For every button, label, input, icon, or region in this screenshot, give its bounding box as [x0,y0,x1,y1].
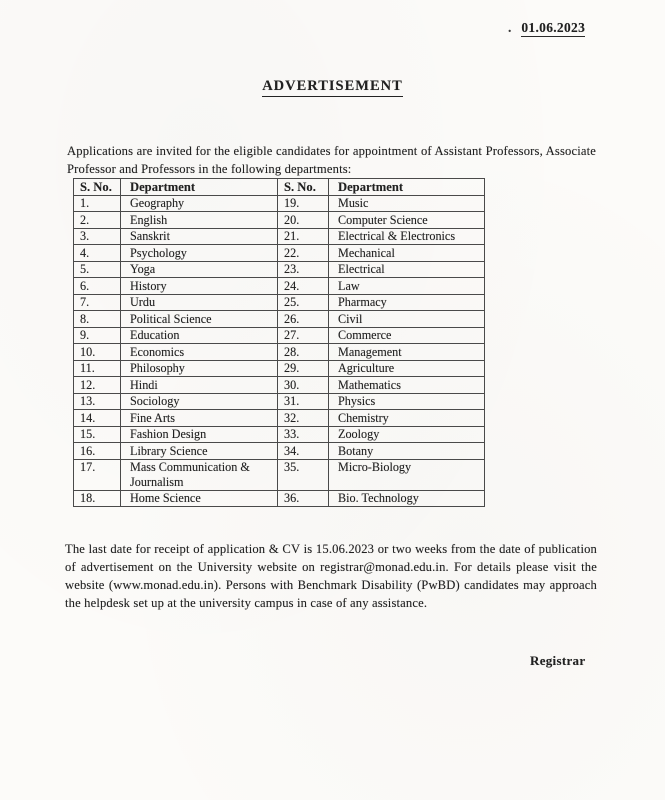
department-cell: Agriculture [329,360,485,377]
serial-number-cell: 6. [74,278,121,295]
advertisement-title: ADVERTISEMENT [262,78,403,97]
header-department-right: Department [329,179,485,196]
serial-number-cell: 18. [74,490,121,507]
department-cell: Commerce [329,327,485,344]
date-prefix-mark: . [508,20,512,35]
department-cell: Computer Science [329,212,485,229]
table-row [74,490,485,507]
serial-number-cell: 3. [74,228,121,245]
table-row [74,294,485,311]
serial-number-cell: 13. [74,393,121,410]
serial-number-cell: 15. [74,426,121,443]
document-date-block [508,20,585,36]
department-cell: Management [329,344,485,361]
table-row [74,443,485,460]
department-cell: Sanskrit [121,228,278,245]
serial-number-cell: 20. [278,212,329,229]
serial-number-cell: 35. [278,459,329,490]
table-row [74,311,485,328]
intro-paragraph: Applications are invited for the eligible candidates for appointment of Assistant Professors, Associate Professor and Professors in the following departments: [67,143,596,176]
department-cell: Zoology [329,426,485,443]
department-cell: Yoga [121,261,278,278]
table-row [74,245,485,262]
serial-number-cell: 27. [278,327,329,344]
document-date: 01.06.2023 [521,20,586,35]
serial-number-cell: 5. [74,261,121,278]
department-cell: Mechanical [329,245,485,262]
department-cell: Electrical & Electronics [329,228,485,245]
table-row [74,228,485,245]
table-row [74,278,485,295]
department-cell: English [121,212,278,229]
table-row [74,410,485,427]
table-row [74,327,485,344]
serial-number-cell: 2. [74,212,121,229]
departments-table-body [74,195,485,507]
serial-number-cell: 21. [278,228,329,245]
department-cell: Economics [121,344,278,361]
serial-number-cell: 23. [278,261,329,278]
table-header-row [74,179,485,196]
serial-number-cell: 19. [278,195,329,212]
serial-number-cell: 16. [74,443,121,460]
department-cell: Sociology [121,393,278,410]
serial-number-cell: 12. [74,377,121,394]
table-row [74,212,485,229]
department-cell: Law [329,278,485,295]
serial-number-cell: 1. [74,195,121,212]
serial-number-cell: 34. [278,443,329,460]
department-cell: Pharmacy [329,294,485,311]
serial-number-cell: 9. [74,327,121,344]
serial-number-cell: 7. [74,294,121,311]
department-cell: Library Science [121,443,278,460]
department-cell: Botany [329,443,485,460]
registrar-signature: Registrar [530,653,586,668]
serial-number-cell: 25. [278,294,329,311]
department-cell: Physics [329,393,485,410]
department-cell: Home Science [121,490,278,507]
serial-number-cell: 29. [278,360,329,377]
title-row [0,77,665,97]
header-serial-right: S. No. [278,179,329,196]
serial-number-cell: 4. [74,245,121,262]
serial-number-cell: 31. [278,393,329,410]
department-cell: Geography [121,195,278,212]
serial-number-cell: 33. [278,426,329,443]
department-cell: Psychology [121,245,278,262]
department-cell: Education [121,327,278,344]
serial-number-cell: 10. [74,344,121,361]
serial-number-cell: 11. [74,360,121,377]
department-cell: Hindi [121,377,278,394]
department-cell: Mathematics [329,377,485,394]
serial-number-cell: 30. [278,377,329,394]
serial-number-cell: 14. [74,410,121,427]
serial-number-cell: 32. [278,410,329,427]
table-row [74,459,485,490]
department-cell: Chemistry [329,410,485,427]
table-row [74,261,485,278]
department-cell: Electrical [329,261,485,278]
table-row [74,360,485,377]
department-cell: Civil [329,311,485,328]
serial-number-cell: 17. [74,459,121,490]
department-cell: Mass Communication & Journalism [121,459,278,490]
serial-number-cell: 8. [74,311,121,328]
department-cell: Bio. Technology [329,490,485,507]
table-row [74,195,485,212]
department-cell: Music [329,195,485,212]
department-cell: Political Science [121,311,278,328]
departments-table [73,178,485,507]
serial-number-cell: 22. [278,245,329,262]
department-cell: Urdu [121,294,278,311]
table-row [74,426,485,443]
table-row [74,377,485,394]
departments-table-head [74,179,485,196]
table-row [74,344,485,361]
department-cell: History [121,278,278,295]
serial-number-cell: 26. [278,311,329,328]
header-department-left: Department [121,179,278,196]
department-cell: Micro-Biology [329,459,485,490]
serial-number-cell: 24. [278,278,329,295]
closing-paragraph: The last date for receipt of application & CV is 15.06.2023 or two weeks from the date of publication of advertisement on the University website on registrar@monad.edu.in. For details please visit the website (www.monad.edu.in). Persons with Benchmark Disability (PwBD) candidates may approach the helpdesk set up at the university campus in case of any assistance. [65,541,597,611]
department-cell: Fashion Design [121,426,278,443]
table-row [74,393,485,410]
serial-number-cell: 28. [278,344,329,361]
header-serial-left: S. No. [74,179,121,196]
department-cell: Fine Arts [121,410,278,427]
serial-number-cell: 36. [278,490,329,507]
department-cell: Philosophy [121,360,278,377]
